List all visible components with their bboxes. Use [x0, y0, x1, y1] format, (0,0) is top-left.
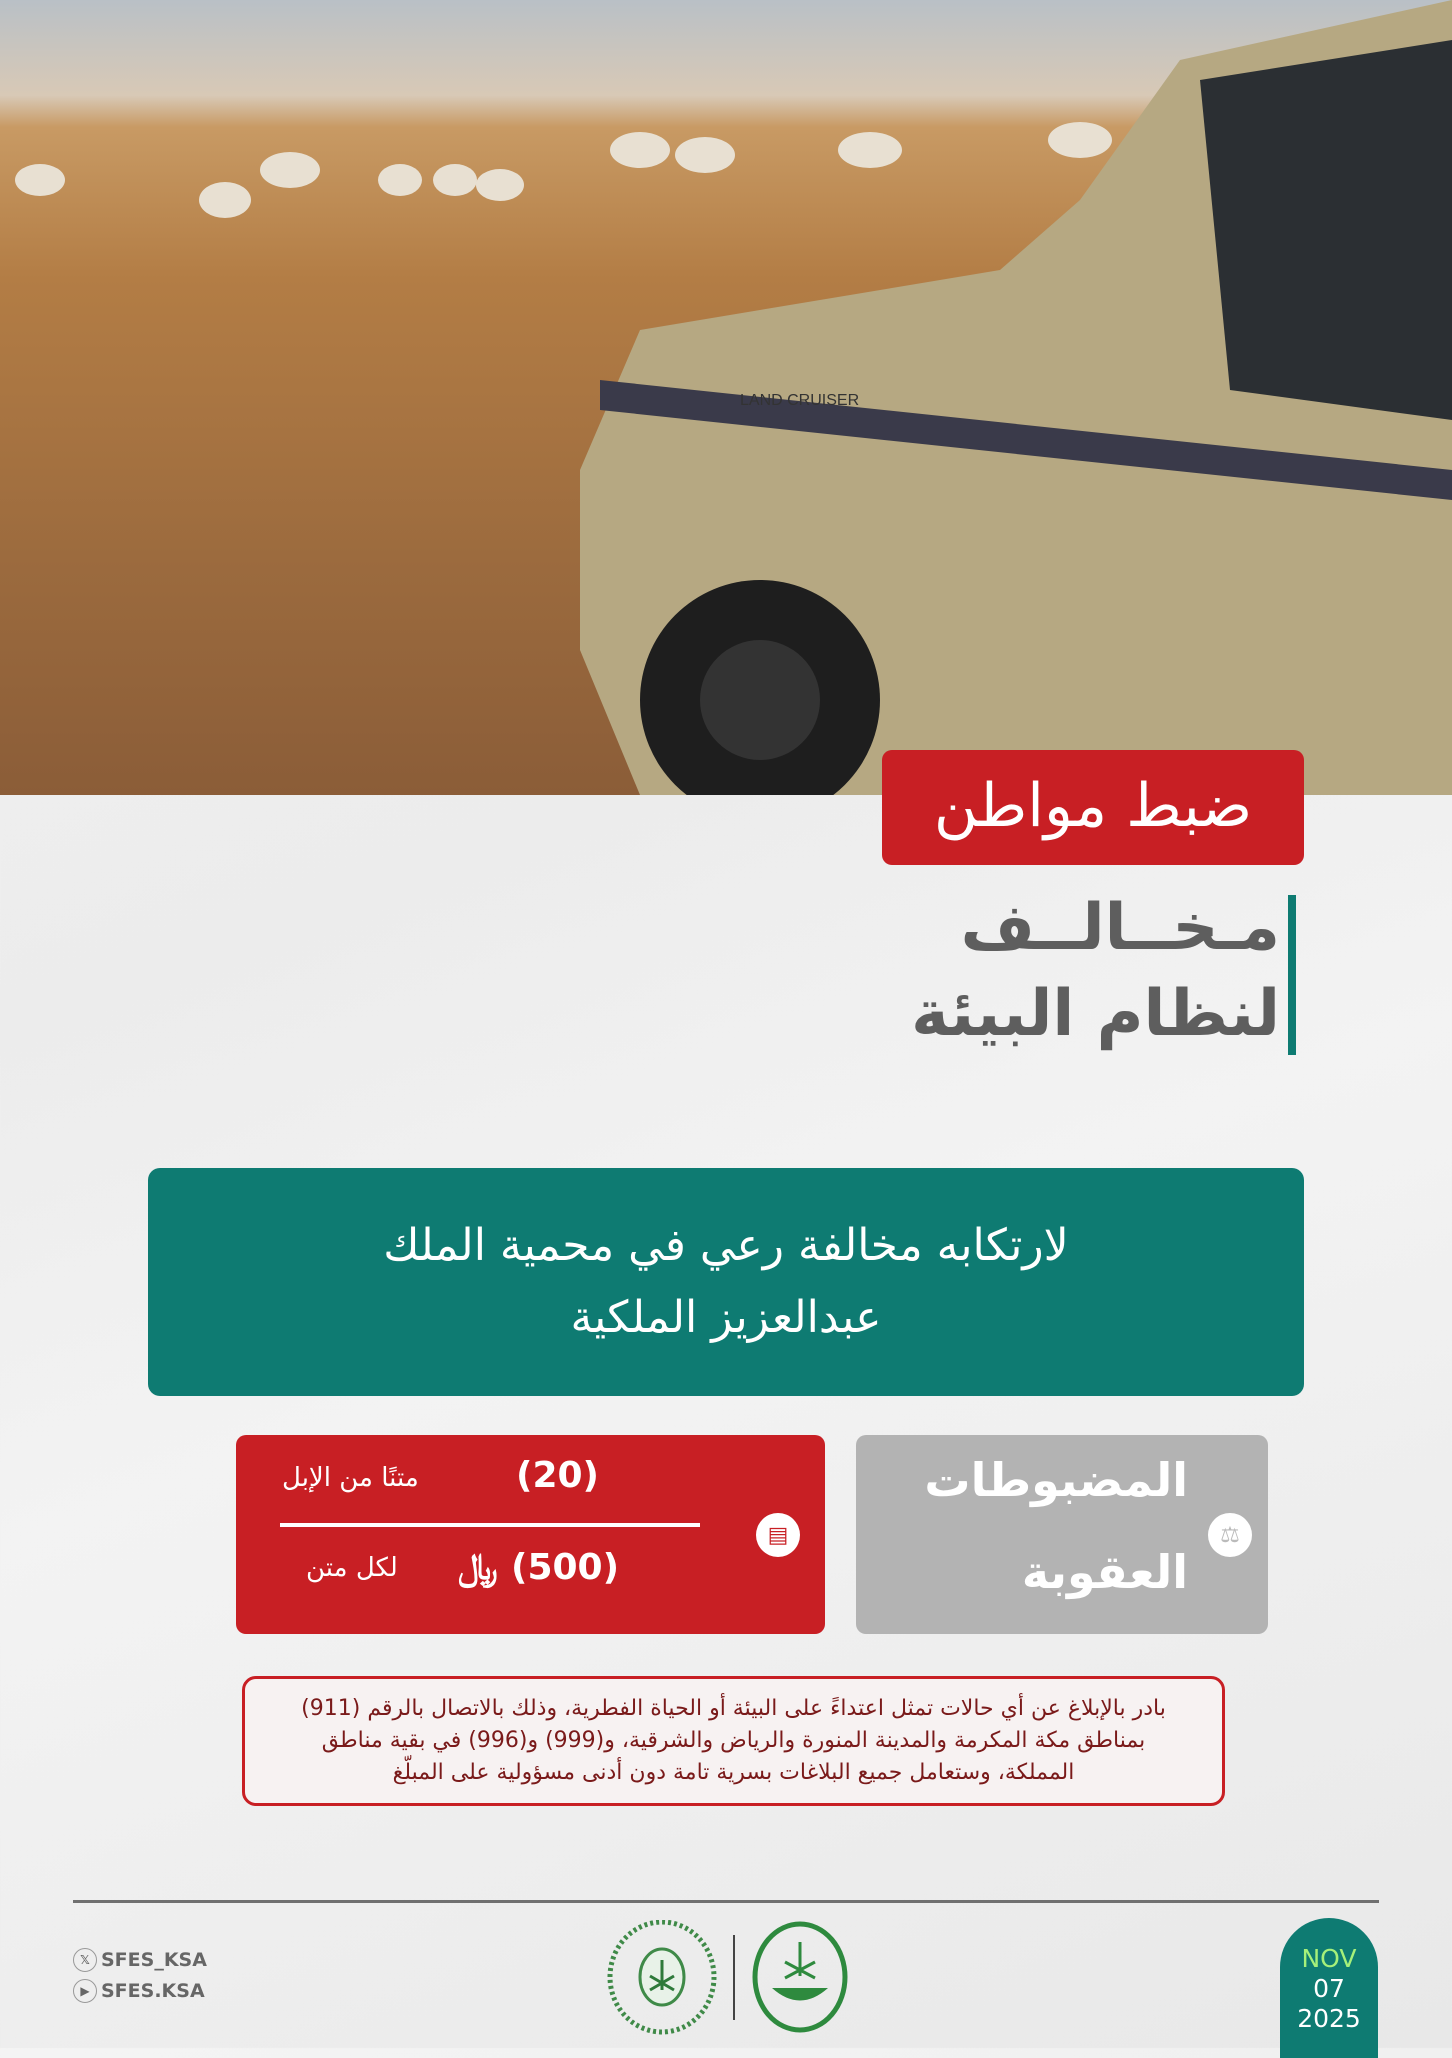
- interior-ministry-logo: [755, 1924, 845, 2030]
- x-icon: 𝕏: [73, 1948, 97, 1972]
- seized-desc: متنًا من الإبل: [282, 1463, 419, 1493]
- seized-count: (20): [516, 1455, 600, 1496]
- penalty-amount: (500): [511, 1547, 620, 1588]
- date-badge: [1280, 1918, 1378, 2058]
- report-notice: [242, 1676, 1225, 1806]
- youtube-icon: ▶: [73, 1979, 97, 2003]
- riyal-icon: ﷼: [458, 1547, 498, 1588]
- title-accent-bar: [1288, 895, 1296, 1055]
- gavel-icon: ⚖: [1208, 1513, 1252, 1557]
- title-line1: مـخــالــف: [960, 891, 1280, 965]
- violation-line1: لارتكابه مخالفة رعي في محمية الملك: [383, 1220, 1069, 1271]
- x-handle: SFES_KSA: [101, 1949, 207, 1971]
- money-icon: ▤: [756, 1513, 800, 1557]
- notice-line2: بمناطق مكة المكرمة والمدينة المنورة والرياض والشرقية، و(999) و(996) في بقية مناطق: [321, 1728, 1146, 1753]
- footer-divider: [73, 1900, 1379, 1903]
- vehicle-badge: LAND CRUISER: [740, 392, 860, 409]
- notice-line3: المملكة، وستعامل جميع البلاغات بسرية تامة دون أدنى مسؤولية على المبلّغ: [392, 1760, 1075, 1785]
- camel-herd: [15, 122, 1112, 218]
- date-day: 07: [1313, 1974, 1345, 2003]
- labels-box: [856, 1435, 1268, 1634]
- date-month: NOV: [1301, 1944, 1357, 1973]
- page-title: [911, 885, 1280, 1057]
- seized-label: المضبوطات: [924, 1453, 1188, 1507]
- date-year: 2025: [1297, 2004, 1361, 2033]
- hero-photo: [0, 0, 1452, 795]
- divider: [280, 1523, 700, 1527]
- status-tag: ضبط مواطن: [882, 750, 1304, 865]
- title-line2: لنظام البيئة: [911, 977, 1280, 1051]
- notice-line1: بادر بالإبلاغ عن أي حالات تمثل اعتداءً على البيئة أو الحياة الفطرية، وذلك بالاتصال بالرقم (911): [301, 1696, 1166, 1721]
- youtube-handle: SFES.KSA: [101, 1980, 205, 2002]
- vehicle: [580, 0, 1452, 795]
- penalty-desc: لكل متن: [306, 1553, 398, 1583]
- violation-line2: عبدالعزيز الملكية: [570, 1292, 882, 1343]
- logos: [600, 1920, 860, 2035]
- details-box: [236, 1435, 825, 1634]
- violation-box: [148, 1168, 1304, 1396]
- penalty-label: العقوبة: [1021, 1545, 1188, 1599]
- environment-forces-logo: [610, 1922, 714, 2032]
- youtube-link[interactable]: [73, 1979, 205, 2003]
- x-link[interactable]: [73, 1948, 207, 1972]
